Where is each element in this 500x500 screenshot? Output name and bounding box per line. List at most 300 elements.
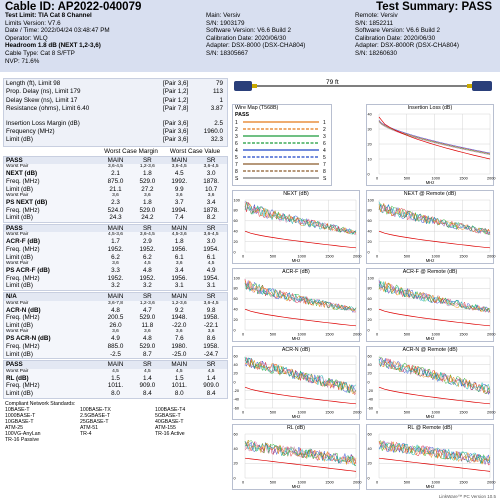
cell: -2.5: [110, 350, 121, 358]
row-label: Limit (dB): [6, 350, 33, 358]
cell: 4,5: [175, 368, 183, 374]
x-tick-label: 2000: [353, 410, 362, 415]
cell: 21.1: [109, 185, 122, 193]
row-label: N/A: [6, 293, 17, 301]
x-tick-label: 0: [376, 410, 379, 415]
y-tick-label: 0: [367, 250, 370, 255]
cell: 1948.: [171, 314, 188, 322]
summary-pair: [Pair 1,2]: [163, 96, 189, 104]
cell: 3.2: [142, 282, 152, 290]
cell: 1.8: [174, 238, 184, 246]
row-label: Worst Pair: [6, 193, 29, 199]
graph-panel: [232, 268, 360, 342]
cell: 1952.: [107, 274, 124, 282]
graph-panel: [366, 104, 494, 186]
x-tick-label: 1000: [431, 332, 440, 337]
date-time: Date / Time: 2022/04/24 03:48:47 PM: [5, 27, 110, 35]
cell: 3.0: [206, 170, 216, 178]
graph-panel: [232, 346, 360, 420]
graph-title: ACR-N (dB): [281, 347, 311, 353]
x-tick-label: 500: [269, 410, 277, 415]
cell: 3,6: [112, 329, 119, 335]
standard-item: 100BASE-T4: [155, 406, 186, 413]
cell: 3,6-4,5: [139, 232, 155, 238]
cell: 6.2: [111, 253, 120, 261]
graph-title: RL (dB): [286, 425, 306, 431]
il-value: 2.5: [214, 119, 223, 127]
header-col-main: [206, 12, 305, 58]
cell: 3,6: [144, 193, 151, 199]
y-tick-label: 0: [367, 172, 370, 177]
cell: 1952.: [139, 274, 156, 282]
x-axis-label: MHz: [425, 414, 435, 419]
table-row: [4, 170, 227, 178]
standard-item: 40GBASE-T: [155, 418, 184, 425]
y-tick-label: 20: [367, 371, 372, 376]
graph-title: ACR-F @ Remote (dB): [402, 269, 458, 275]
table-row: [4, 178, 227, 186]
main-sn: S/N: 1903179: [206, 19, 245, 27]
result-group: [3, 156, 228, 223]
x-tick-label: 2000: [487, 254, 496, 259]
standard-item: 100VG-AnyLan: [5, 430, 41, 437]
table-row: [4, 351, 227, 359]
cell: 3,6-4,5: [203, 232, 219, 238]
graph-panel: [232, 190, 360, 264]
row-label: PASS: [6, 224, 23, 232]
graph-title: RL @ Remote (dB): [407, 425, 453, 431]
x-tick-label: 0: [242, 410, 245, 415]
y-tick-label: 60: [367, 354, 372, 359]
cell: 524.0: [107, 206, 124, 214]
x-tick-label: 500: [403, 480, 411, 485]
results-column: [3, 78, 228, 443]
cell: 1954.: [203, 274, 219, 282]
y-tick-label: 40: [233, 446, 238, 451]
summary-pair: [Pair 7,8]: [163, 105, 189, 113]
row-label: PASS: [6, 361, 23, 369]
cell: 1956.: [171, 274, 188, 282]
y-tick-label: 40: [367, 229, 372, 234]
y-tick-label: 60: [233, 432, 238, 437]
cell: 4.9: [111, 335, 120, 343]
row-label: Limit (dB): [6, 253, 33, 261]
worst-case-value-heading: Worst Case Value: [169, 147, 221, 155]
cell: 3,6: [207, 193, 215, 199]
cell: 11.8: [141, 321, 154, 329]
cell: SR: [142, 293, 152, 301]
table-row: [4, 375, 227, 383]
row-label: Freq. (MHz): [6, 246, 40, 254]
x-tick-label: 2000: [353, 480, 362, 485]
table-row: [4, 238, 227, 246]
y-tick-label: -20: [367, 388, 373, 393]
il-value: 1960.0: [203, 127, 223, 135]
row-label: PASS: [6, 156, 23, 164]
graph-plot: [367, 432, 496, 485]
remote-unit-icon: [472, 81, 492, 91]
cell: 3,6: [112, 193, 119, 199]
y-tick-label: 20: [367, 461, 372, 466]
summary-pair: [Pair 3,6]: [163, 80, 189, 87]
y-tick-label: -40: [367, 397, 373, 402]
y-tick-label: 40: [367, 362, 372, 367]
wire-map-pin-label: 7: [235, 162, 238, 168]
worst-case-margin-heading: Worst Case Margin: [104, 147, 158, 155]
row-label: PS NEXT (dB): [6, 199, 48, 207]
cable-id: Cable ID: AP2022-040079: [5, 1, 142, 13]
cell: 26.0: [109, 321, 122, 329]
x-tick-label: 500: [269, 254, 277, 259]
summary-value: 79: [215, 80, 223, 87]
x-tick-label: 1500: [459, 176, 468, 181]
cell: 3.1: [206, 282, 216, 290]
cell: 3,6-4,5: [108, 164, 123, 170]
cell: 875.0: [107, 177, 124, 185]
cell: 1956.: [171, 246, 188, 254]
headroom: Headroom 1.8 dB (NEXT 1,2-3,6): [5, 42, 101, 50]
table-row: [4, 335, 227, 343]
cell: MAIN: [171, 224, 188, 232]
wire-map-pin-label: 3: [323, 134, 326, 140]
x-tick-label: 0: [242, 332, 245, 337]
y-tick-label: 20: [233, 371, 238, 376]
cell: 3,6: [175, 193, 183, 199]
table-row: [4, 275, 227, 283]
cell: 3,6-4,5: [171, 164, 187, 170]
standard-item: 10BASE-T: [5, 406, 30, 413]
cell: 3,6-4,5: [203, 164, 219, 170]
x-tick-label: 1000: [297, 332, 306, 337]
graph-plot: [367, 198, 496, 259]
y-tick-label: 40: [233, 307, 238, 312]
y-tick-label: 20: [367, 317, 372, 322]
remote-unit: Remote: Versiv: [355, 12, 398, 19]
cell: 4.8: [111, 306, 120, 314]
x-tick-label: 1500: [459, 254, 468, 259]
x-tick-label: 1000: [297, 254, 306, 259]
cell: 4,5: [112, 368, 119, 374]
standard-item: ATM-25: [5, 424, 24, 431]
operator: Operator: WLQ: [5, 34, 48, 42]
wire-map-pin-label: 6: [235, 141, 238, 147]
row-label: ACR-N (dB): [6, 306, 41, 314]
graphs-column: [230, 72, 498, 500]
cell: -22.0: [172, 321, 187, 329]
result-group: [3, 224, 228, 291]
cable-type: Cable Type: Cat 8 S/FTP: [5, 49, 75, 57]
cell: 1994.: [171, 206, 188, 214]
standard-item: 10GBASE-T: [5, 418, 34, 425]
cell: 4,5-3,6: [171, 232, 187, 238]
x-tick-label: 2000: [487, 176, 496, 181]
cell: 2.9: [142, 238, 152, 246]
summary-pair: [Pair 1,2]: [163, 88, 189, 96]
compliant-title: Compliant Network Standards:: [5, 400, 76, 407]
graph-plot: [367, 276, 496, 337]
x-tick-label: 2000: [487, 410, 496, 415]
main-calibration: Calibration Date: 2020/06/30: [206, 34, 287, 42]
remote-sn: S/N: 1852211: [355, 19, 394, 27]
table-row: [4, 307, 227, 315]
y-tick-label: 60: [367, 432, 372, 437]
x-tick-label: 0: [376, 332, 379, 337]
row-label: Worst Pair: [6, 261, 29, 267]
x-tick-label: 1000: [431, 176, 440, 181]
x-tick-label: 0: [242, 480, 245, 485]
cell: 4,5: [144, 368, 151, 374]
y-tick-label: 60: [367, 219, 372, 224]
cell: 6.1: [174, 253, 184, 261]
il-row: [4, 128, 227, 136]
cell: 1992.: [171, 177, 188, 185]
cell: 4,5-3,6: [108, 232, 123, 238]
standard-item: TR-16 Active: [155, 430, 185, 437]
cable-diagram: [232, 76, 496, 96]
main-connector-icon: [252, 84, 257, 88]
x-tick-label: 1500: [459, 480, 468, 485]
y-tick-label: 20: [233, 317, 238, 322]
y-tick-label: 0: [233, 476, 236, 481]
cell: 1.8: [142, 199, 152, 207]
cell: 1.5: [111, 374, 120, 382]
y-tick-label: 0: [233, 380, 236, 385]
table-row: [4, 382, 227, 390]
cell: 1,2-3,6: [139, 164, 155, 170]
y-tick-label: 40: [367, 307, 372, 312]
main-software: Software Version: V6.6 Build 2: [206, 27, 292, 35]
cell: 1,2-3,6: [139, 300, 155, 306]
row-label: Worst Pair: [6, 164, 29, 170]
cell: 909.0: [139, 382, 156, 390]
graph-plot: [233, 432, 362, 485]
y-tick-label: -40: [233, 397, 239, 402]
table-row: [4, 282, 227, 290]
summary-box: [3, 78, 228, 147]
report-header: [0, 0, 500, 72]
x-tick-label: 1000: [431, 410, 440, 415]
graph-title: NEXT (dB): [283, 191, 309, 197]
cell: MAIN: [171, 361, 188, 369]
cell: 4,5: [144, 261, 151, 267]
cell: 1878.: [203, 206, 219, 214]
cell: 1.8: [142, 170, 152, 178]
standard-item: 1000BASE-T: [5, 412, 36, 419]
graph-panel: [366, 346, 494, 420]
cell: 24.2: [141, 214, 154, 222]
x-tick-label: 1500: [459, 410, 468, 415]
x-axis-label: MHz: [291, 336, 301, 341]
cell: 529.0: [139, 177, 156, 185]
il-label: Insertion Loss Margin (dB): [6, 119, 80, 127]
table-row: [4, 186, 227, 194]
cell: 3.1: [174, 282, 184, 290]
cell: 1954.: [203, 246, 219, 254]
x-tick-label: 1000: [431, 480, 440, 485]
x-tick-label: 1500: [325, 332, 334, 337]
y-tick-label: 20: [367, 239, 372, 244]
graph-plot: [233, 198, 362, 259]
summary-label: Delay Skew (ns), Limit 17: [6, 96, 78, 104]
cell: SR: [206, 224, 216, 232]
y-tick-label: 100: [233, 198, 240, 203]
table-row: [4, 214, 227, 222]
cell: SR: [142, 224, 152, 232]
table-row: [4, 207, 227, 215]
cell: 3.7: [174, 199, 184, 207]
row-label: PS ACR-F (dB): [6, 267, 50, 275]
cell: SR: [142, 361, 152, 369]
result-group: [3, 360, 228, 398]
y-tick-label: 0: [233, 250, 236, 255]
cell: 3.4: [206, 199, 216, 207]
row-label: Freq. (MHz): [6, 382, 40, 390]
il-pair: [Pair 3,6]: [163, 119, 189, 127]
y-tick-label: 100: [233, 276, 240, 281]
cable-length-label: 79 ft: [326, 79, 339, 86]
il-pair: [Pair 3,6]: [163, 127, 189, 135]
standard-item: 100BASE-TX: [80, 406, 111, 413]
wire-map-pin-label: 5: [323, 155, 326, 161]
y-tick-label: -60: [367, 406, 373, 411]
graph-panel: [232, 424, 360, 490]
il-label: Limit (dB): [6, 136, 33, 144]
standard-item: TR-16 Passive: [5, 436, 40, 443]
main-unit: Main: Versiv: [206, 12, 241, 19]
wire-map-diagram: [233, 118, 331, 184]
cell: 27.2: [141, 185, 154, 193]
y-tick-label: 40: [367, 112, 372, 117]
row-label: ACR-F (dB): [6, 238, 40, 246]
cell: 4.5: [174, 170, 184, 178]
remote-calibration: Calibration Date: 2020/06/30: [355, 34, 436, 42]
wire-map-pin-label: 7: [323, 162, 326, 168]
x-tick-label: 1500: [325, 254, 334, 259]
cell: 1.5: [174, 374, 184, 382]
table-row: [4, 246, 227, 254]
x-tick-label: 500: [269, 480, 277, 485]
cell: 3,6-4,5: [203, 300, 219, 306]
cell: 24.3: [109, 214, 122, 222]
wire-map-title: Wire Map (T568B): [235, 105, 279, 111]
x-tick-label: 2000: [353, 332, 362, 337]
cell: 4.9: [206, 267, 216, 275]
cell: 8.4: [142, 389, 152, 397]
wire-map-pin-label: 8: [235, 169, 238, 175]
y-tick-label: 0: [233, 328, 236, 333]
test-limit: Test Limit: TIA Cat 8 Channel: [5, 12, 92, 19]
row-label: Worst Pair: [6, 232, 29, 238]
x-axis-label: MHz: [425, 180, 435, 185]
x-axis-label: MHz: [425, 336, 435, 341]
x-tick-label: 1000: [431, 254, 440, 259]
summary-label: Resistance (ohms), Limit 6.40: [6, 105, 90, 113]
cell: 1958.: [203, 314, 219, 322]
x-axis-label: MHz: [425, 258, 435, 263]
summary-row: [4, 80, 227, 88]
cell: 1878.: [203, 177, 219, 185]
cell: 3.0: [206, 238, 216, 246]
main-unit-icon: [234, 81, 252, 91]
cell: 3,6: [144, 329, 151, 335]
cell: 1.7: [111, 238, 120, 246]
x-tick-label: 0: [376, 176, 379, 181]
wire-map-pin-label: 4: [235, 148, 238, 154]
row-label: Limit (dB): [6, 282, 33, 290]
table-row: [4, 267, 227, 275]
cell: MAIN: [107, 224, 124, 232]
row-label: Worst Pair: [6, 329, 29, 335]
cell: 10.7: [204, 185, 218, 193]
y-tick-label: 60: [367, 297, 372, 302]
cell: 529.0: [139, 343, 156, 351]
row-label: NEXT (dB): [6, 170, 38, 178]
cell: 1980.: [171, 343, 188, 351]
summary-label: Length (ft), Limit 98: [6, 80, 61, 87]
y-tick-label: 20: [233, 239, 238, 244]
standard-item: 25GBASE-T: [80, 418, 109, 425]
group-header-row: [4, 293, 227, 301]
cell: 1011.: [107, 382, 124, 390]
row-label: Freq. (MHz): [6, 343, 40, 351]
il-row: [4, 120, 227, 128]
y-tick-label: 100: [367, 198, 374, 203]
cell: 3.2: [111, 282, 120, 290]
x-tick-label: 2000: [487, 480, 496, 485]
y-tick-label: 100: [367, 276, 374, 281]
y-tick-label: 0: [367, 476, 370, 481]
graph-plot: [233, 354, 362, 415]
wire-map-pin-label: S: [235, 176, 239, 182]
cell: 1952.: [107, 246, 124, 254]
remote-connector-icon: [467, 84, 472, 88]
group-header-row: [4, 361, 227, 369]
header-col-test-info: [5, 12, 110, 65]
wire-map-pin-label: 8: [323, 169, 326, 175]
cell: 7.4: [174, 214, 184, 222]
wire-map-status: PASS: [235, 112, 250, 118]
main-adapter-sn: S/N: 18305667: [206, 49, 249, 57]
wire-map-pin-label: 4: [323, 148, 326, 154]
x-axis-label: MHz: [291, 484, 301, 489]
x-tick-label: 2000: [353, 254, 362, 259]
cell: 4.7: [142, 306, 152, 314]
y-tick-label: 80: [233, 208, 238, 213]
row-label: Freq. (MHz): [6, 314, 40, 322]
x-tick-label: 500: [403, 254, 411, 259]
row-label: Worst Pair: [6, 368, 29, 374]
cell: 6.1: [206, 253, 216, 261]
y-tick-label: 40: [367, 446, 372, 451]
cell: 4.8: [142, 335, 152, 343]
y-tick-label: 80: [367, 208, 372, 213]
y-tick-label: 0: [367, 380, 370, 385]
summary-value: 3.87: [210, 105, 223, 113]
standard-item: TR-4: [80, 430, 92, 437]
x-tick-label: 500: [269, 332, 277, 337]
compliant-standards: [3, 401, 228, 443]
x-tick-label: 1000: [297, 410, 306, 415]
il-label: Frequency (MHz): [6, 127, 55, 135]
cell: 8.2: [206, 214, 216, 222]
graph-plot: [367, 112, 496, 181]
test-summary: Test Summary: PASS: [376, 1, 492, 13]
cell: 6.2: [142, 253, 152, 261]
cell: 9.9: [174, 185, 184, 193]
report-body: [0, 72, 500, 500]
y-tick-label: 80: [367, 286, 372, 291]
cell: MAIN: [107, 156, 124, 164]
